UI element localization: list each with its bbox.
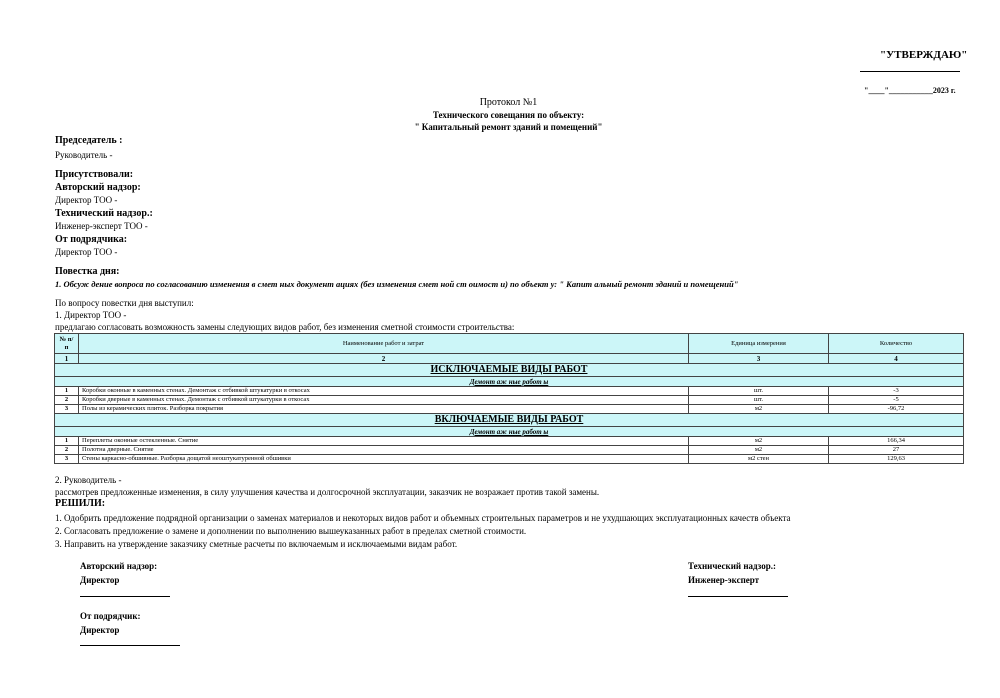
- approve-date: "____"___________2023 г.: [864, 86, 956, 95]
- column-number: 2: [79, 354, 689, 364]
- contractor-value: Директор ТОО -: [55, 247, 118, 257]
- column-number: 4: [829, 354, 964, 364]
- header-unit: Единица измерения: [689, 334, 829, 354]
- row-number: 1: [55, 437, 79, 446]
- included-subtitle: Демонт аж ные работ ы: [55, 427, 964, 437]
- row-name: Коробки дверные в каменных стенах. Демонтаж с отбивкой штукатурки в откосах: [79, 396, 689, 405]
- protocol-subtitle: Технического совещания по объекту:: [432, 110, 585, 120]
- included-title: ВКЛЮЧАЕМЫЕ ВИДЫ РАБОТ: [55, 414, 964, 427]
- speaker-1: 1. Директор ТОО -: [55, 310, 127, 320]
- table-header-row: [55, 334, 964, 354]
- row-name: Полотна дверные. Снятие: [79, 446, 689, 455]
- row-quantity: 166,34: [829, 437, 964, 446]
- approve-title: "УТВЕРЖДАЮ": [880, 49, 968, 61]
- speaker-2: 2. Руководитель -: [55, 475, 122, 485]
- sign-contractor-label: От подрядчик:: [80, 611, 141, 621]
- proposal-text: предлагаю согласовать возможность замены следующих видов работ, без изменения сметной стоимости строительства:: [55, 322, 515, 332]
- column-number: 3: [689, 354, 829, 364]
- works-table: [54, 333, 964, 464]
- row-unit: м2: [689, 405, 829, 414]
- author-supervision-value: Директор ТОО -: [55, 195, 118, 205]
- agenda-spoke: По вопросу повестки дня выступил:: [55, 298, 194, 308]
- column-number: 1: [55, 354, 79, 364]
- contractor-label: От подрядчика:: [55, 234, 128, 245]
- resolved-label: РЕШИЛИ:: [55, 498, 106, 509]
- row-unit: м2 стен: [689, 455, 829, 464]
- sign-contractor-line: [80, 645, 180, 646]
- agenda-label: Повестка дня:: [55, 266, 120, 277]
- present-label: Присутствовали:: [55, 169, 134, 180]
- row-quantity: -5: [829, 396, 964, 405]
- header-number: № п/п: [55, 334, 79, 354]
- row-quantity: -3: [829, 387, 964, 396]
- sign-tech-line: [688, 596, 788, 597]
- sign-author-line: [80, 596, 170, 597]
- row-unit: шт.: [689, 387, 829, 396]
- sign-tech-role: Инженер-эксперт: [688, 575, 760, 585]
- agenda-item-1: 1. Обсуж дение вопроса по согласованию изменения в смет ных документ ациях (без изменения смет ной ст оимост и) по объект у: " Капит альный ремонт зданий и помещений": [55, 279, 739, 289]
- row-number: 3: [55, 455, 79, 464]
- table-row: [55, 455, 964, 464]
- protocol-title: Протокол №1: [479, 97, 538, 108]
- row-quantity: -96,72: [829, 405, 964, 414]
- row-name: Коробки оконные в каменных стенах. Демонтаж с отбивкой штукатурки в откосах: [79, 387, 689, 396]
- object-name: " Капитальный ремонт зданий и помещений": [414, 122, 603, 132]
- row-unit: м2: [689, 437, 829, 446]
- header-quantity: Количество: [829, 334, 964, 354]
- sign-author-role: Директор: [80, 575, 120, 585]
- sign-author-label: Авторский надзор:: [80, 561, 158, 571]
- row-quantity: 129,63: [829, 455, 964, 464]
- row-unit: шт.: [689, 396, 829, 405]
- row-name: Переплеты оконные остекленные. Снятие: [79, 437, 689, 446]
- resolution-2: 2. Согласовать предложение о замене и дополнении по выполнению вышеуказанных работ в пределах сметной стоимости.: [55, 526, 527, 536]
- excluded-title: ИСКЛЮЧАЕМЫЕ ВИДЫ РАБОТ: [55, 364, 964, 377]
- tech-supervision-value: Инженер-эксперт ТОО -: [55, 221, 148, 231]
- tech-supervision-label: Технический надзор.:: [55, 208, 153, 219]
- resolution-1: 1. Одобрить предложение подрядной организации о заменах материалов и некоторых видов работ и объемных строительных параметров и не ухудшающих эксплуатационных качеств объекта: [55, 513, 791, 523]
- row-number: 2: [55, 446, 79, 455]
- header-name: Наименование работ и затрат: [79, 334, 689, 354]
- table-row: [55, 446, 964, 455]
- table-row: [55, 405, 964, 414]
- table-row: [55, 396, 964, 405]
- included-subsection: [55, 427, 964, 437]
- row-number: 1: [55, 387, 79, 396]
- sign-tech-label: Технический надзор.:: [688, 561, 776, 571]
- table-row: [55, 387, 964, 396]
- chairman-value: Руководитель -: [55, 150, 113, 160]
- row-name: Полы из керамических плиток. Разборка покрытия: [79, 405, 689, 414]
- chairman-label: Председатель :: [55, 135, 123, 146]
- row-number: 3: [55, 405, 79, 414]
- excluded-subtitle: Демонт аж ные работ ы: [55, 377, 964, 387]
- row-name: Стены каркасно-обшивные. Разборка дощатой неоштукатуренной обшивки: [79, 455, 689, 464]
- row-number: 2: [55, 396, 79, 405]
- table-column-numbers: [55, 354, 964, 364]
- approve-signature-line: [860, 71, 960, 72]
- sign-contractor-role: Директор: [80, 625, 120, 635]
- excluded-section-title: [55, 364, 964, 377]
- row-quantity: 27: [829, 446, 964, 455]
- excluded-subsection: [55, 377, 964, 387]
- included-section-title: [55, 414, 964, 427]
- resolution-3: 3. Направить на утверждение заказчику сметные расчеты по включаемым и исключаемыми видам работ.: [55, 539, 458, 549]
- speaker-2-text: рассмотрев предложенные изменения, в силу улучшения качества и долгосрочной эксплуатации, заказчик не возражает против такой замены.: [55, 487, 600, 497]
- table-row: [55, 437, 964, 446]
- row-unit: м2: [689, 446, 829, 455]
- author-supervision-label: Авторский надзор:: [55, 182, 141, 193]
